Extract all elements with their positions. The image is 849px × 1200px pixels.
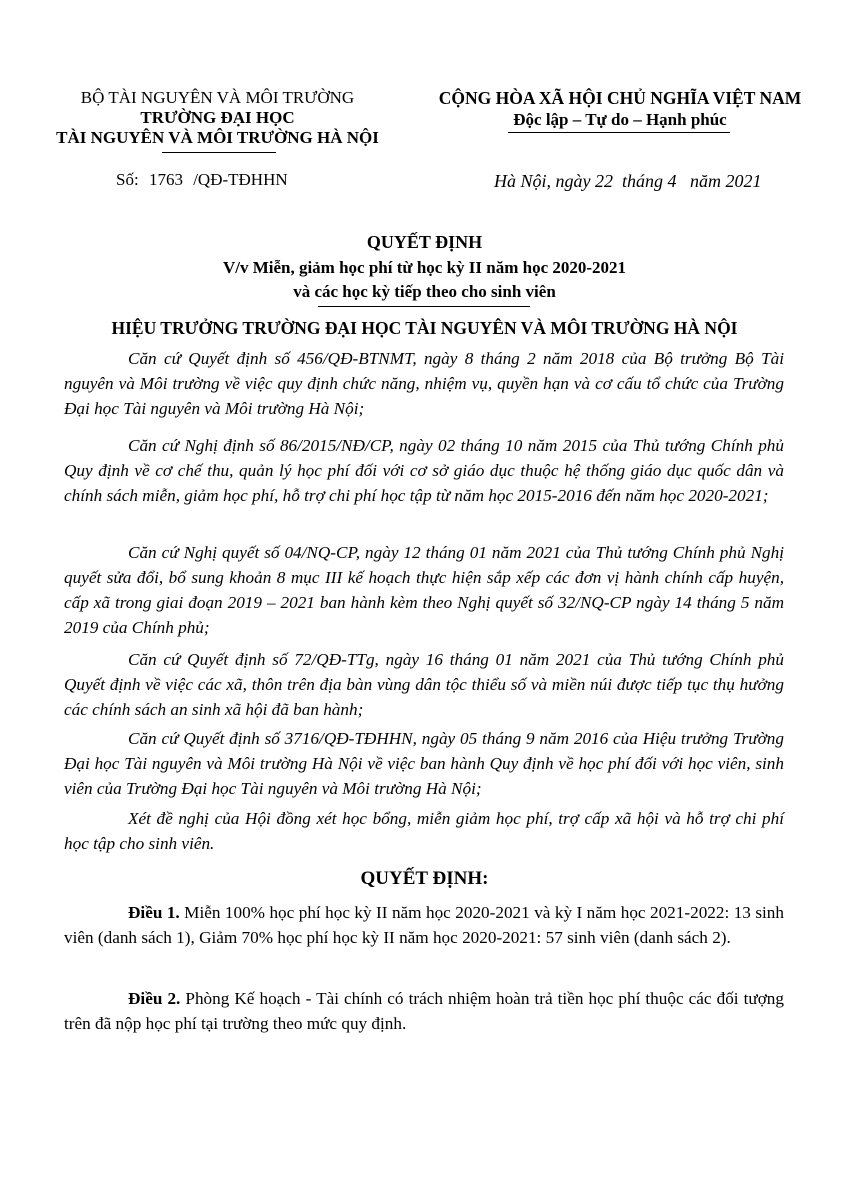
article-2-label: Điều 2. (128, 989, 181, 1008)
preamble-text-1: Căn cứ Quyết định số 456/QĐ-BTNMT, ngày 8 tháng 2 năm 2018 của Bộ trưởng Bộ Tài nguyên và Môi trường về việc quy định chức năng, nhiệm vụ, quyền hạn và cơ cấu tổ chức của Trường Đại học Tài nguyên và Môi trường Hà Nội; (64, 349, 784, 418)
preamble-text-3: Căn cứ Nghị quyết số 04/NQ-CP, ngày 12 tháng 01 năm 2021 của Thủ tướng Chính phủ Nghị quyết sửa đổi, bổ sung khoản 8 mục III kế hoạch thực hiện sắp xếp các đơn vị hành chính cấp huyện, cấp xã trong giai đoạn 2019 – 2021 ban hành kèm theo Nghị quyết số 32/NQ-CP ngày 14 tháng 5 năm 2019 của Chính phủ; (64, 543, 784, 637)
preamble-paragraph-4 (64, 647, 784, 722)
article-1 (64, 900, 784, 950)
article-1-text: Miễn 100% học phí học kỳ II năm học 2020-2021 và kỳ I năm học 2021-2022: 13 sinh viên (danh sách 1), Giảm 70% học phí học kỳ II năm học 2020-2021: 57 sinh viên (danh sách 2). (64, 903, 784, 947)
subject-line-2: và các học kỳ tiếp theo cho sinh viên (293, 282, 556, 301)
preamble-paragraph-6 (64, 806, 784, 856)
subject-underline (318, 306, 530, 307)
document-date: Hà Nội, ngày 22 tháng 4 năm 2021 (494, 171, 762, 191)
header-underline-right (508, 132, 730, 133)
preamble-paragraph-5 (64, 726, 784, 801)
article-1-label: Điều 1. (128, 903, 180, 922)
document-number-suffix: /QĐ-TĐHHN (193, 170, 288, 189)
republic-name: CỘNG HÒA XÃ HỘI CHỦ NGHĨA VIỆT NAM (438, 88, 802, 108)
school-name-line1: TRƯỜNG ĐẠI HỌC (140, 108, 295, 127)
preamble-paragraph-2 (64, 433, 784, 508)
preamble-text-5: Căn cứ Quyết định số 3716/QĐ-TĐHHN, ngày 05 tháng 9 năm 2016 của Hiệu trưởng Trường Đại học Tài nguyên và Môi trường Hà Nội về việc ban hành Quy định về học phí đối với học viên, sinh viên của Trường Đại học Tài nguyên và Môi trường Hà Nội; (64, 729, 784, 798)
subject-line-1: V/v Miễn, giảm học phí từ học kỳ II năm học 2020-2021 (222, 258, 627, 277)
document-title: QUYẾT ĐỊNH (366, 232, 483, 252)
header-underline-left (162, 152, 276, 153)
document-number-value: 1763 (148, 170, 183, 189)
national-motto: Độc lập – Tự do – Hạnh phúc (513, 110, 727, 129)
preamble-paragraph-1 (64, 346, 784, 421)
document-number-prefix: Số: (116, 170, 139, 189)
preamble-text-6: Xét đề nghị của Hội đồng xét học bổng, miễn giảm học phí, trợ cấp xã hội và hỗ trợ chi phí học tập cho sinh viên. (64, 809, 784, 853)
article-2 (64, 986, 784, 1036)
preamble-text-2: Căn cứ Nghị định số 86/2015/NĐ/CP, ngày 02 tháng 10 năm 2015 của Thủ tướng Chính phủ Quy định về cơ chế thu, quản lý học phí đối với cơ sở giáo dục thuộc hệ thống giáo dục quốc dân và chính sách miễn, giảm học phí, hỗ trợ chi phí học tập từ năm học 2015-2016 đến năm học 2020-2021; (64, 436, 784, 505)
preamble-text-4: Căn cứ Quyết định số 72/QĐ-TTg, ngày 16 tháng 01 năm 2021 của Thủ tướng Chính phủ Quyết định về việc các xã, thôn trên địa bàn vùng dân tộc thiểu số và miền núi được tiếp tục thụ hưởng các chính sách an sinh xã hội đã ban hành; (64, 650, 784, 719)
school-name-line2: TÀI NGUYÊN VÀ MÔI TRƯỜNG HÀ NỘI (56, 128, 379, 147)
ministry-name: BỘ TÀI NGUYÊN VÀ MÔI TRƯỜNG (80, 88, 355, 107)
article-2-text: Phòng Kế hoạch - Tài chính có trách nhiệm hoàn trả tiền học phí thuộc các đối tượng trên đã nộp học phí tại trường theo mức quy định. (64, 989, 784, 1033)
document-number (116, 170, 288, 190)
decision-heading: QUYẾT ĐỊNH: (360, 868, 489, 889)
preamble-paragraph-3 (64, 540, 784, 640)
issuing-authority: HIỆU TRƯỞNG TRƯỜNG ĐẠI HỌC TÀI NGUYÊN VÀ MÔI TRƯỜNG HÀ NỘI (111, 318, 738, 338)
